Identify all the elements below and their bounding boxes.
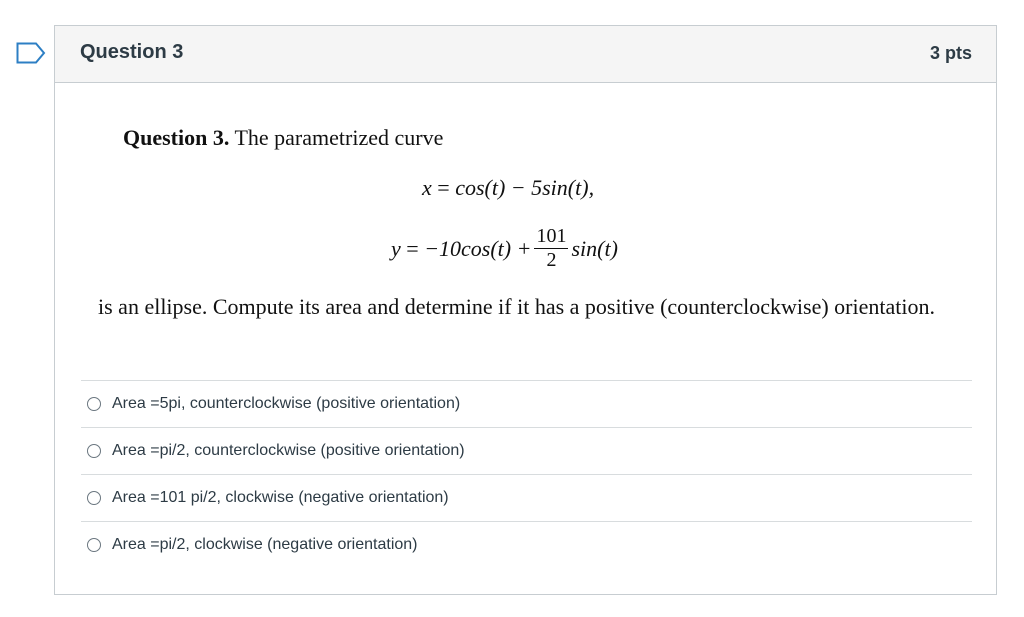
answer-option-4[interactable] (81, 521, 972, 568)
answer-option-1[interactable] (81, 380, 972, 427)
answer-label[interactable]: Area =101 pi/2, clockwise (negative orientation) (112, 489, 449, 506)
fraction-denominator: 2 (546, 249, 557, 271)
stem-intro (123, 125, 443, 151)
question-header (55, 26, 996, 83)
equation-x-var: x (422, 175, 432, 200)
question-card (54, 25, 997, 595)
equation-x: x = cos(t) − 5sin(t), (422, 175, 595, 200)
equation-y-fraction (534, 226, 568, 271)
fraction-numerator: 101 (536, 225, 567, 247)
stem-intro-text: The parametrized curve (229, 125, 444, 150)
answer-option-2[interactable] (81, 427, 972, 474)
equation-y-rhs: sin(t) (571, 235, 618, 261)
radio-button-icon[interactable] (87, 444, 101, 458)
stem-body: is an ellipse. Compute its area and determine if it has a positive (counterclockwise) orientation. (98, 294, 935, 319)
equation-y: y = −10cos(t) + $\frac{101}{2}$ sin(t) (391, 225, 618, 271)
question-title: Question 3 (80, 41, 184, 63)
radio-button-icon[interactable] (87, 538, 101, 552)
question-stem (55, 83, 996, 378)
answer-list (81, 380, 972, 568)
answer-label[interactable]: Area =5pi, counterclockwise (positive orientation) (112, 395, 461, 412)
answer-label[interactable]: Area =pi/2, counterclockwise (positive orientation) (112, 442, 465, 459)
equation-y-lhs: −10cos(t) + (424, 235, 532, 261)
radio-button-icon[interactable] (87, 491, 101, 505)
equation-y-var: y (391, 235, 401, 261)
equation-x-rhs: cos(t) − 5sin(t), (455, 175, 595, 200)
question-points: 3 pts (929, 43, 972, 63)
stem-intro-bold: Question 3. (123, 125, 230, 150)
answer-label[interactable]: Area =pi/2, clockwise (negative orientation) (112, 536, 418, 553)
flag-question-icon[interactable] (16, 42, 46, 64)
radio-button-icon[interactable] (87, 397, 101, 411)
answer-option-3[interactable] (81, 474, 972, 521)
